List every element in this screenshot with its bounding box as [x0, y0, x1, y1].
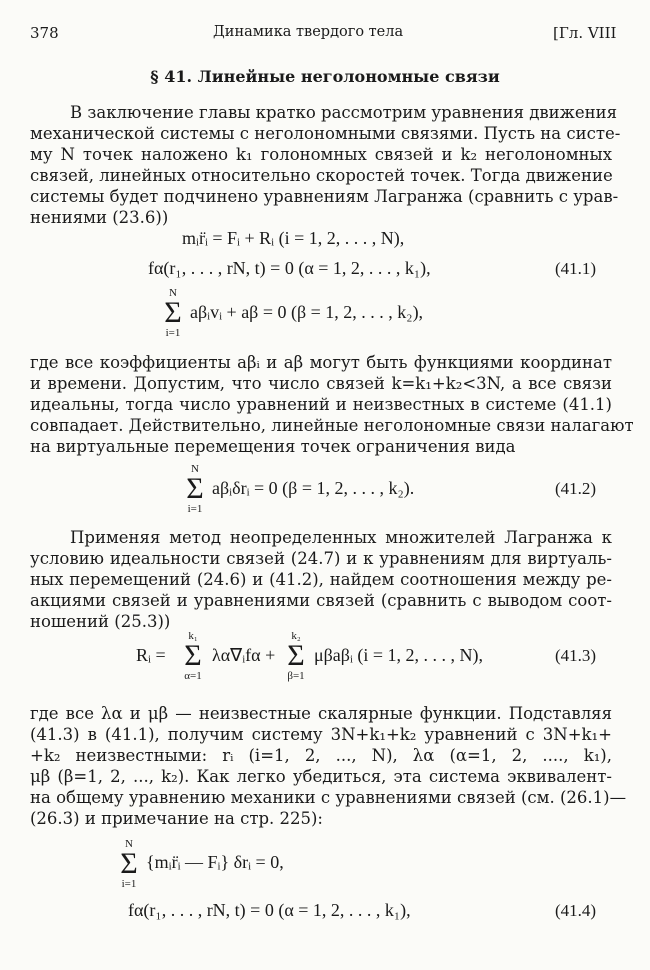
- text-line: (41.3) в (41.1), получим систему 3N+k₁+k₂ уравнений с 3N+k₁+: [30, 725, 612, 744]
- text-line: на общему уравнению механики с уравнениями связей (см. (26.1)—: [30, 788, 627, 807]
- equation-41-1-line1: mᵢr̈ᵢ = Fᵢ + Rᵢ (i = 1, 2, . . . , N),: [182, 228, 405, 248]
- text-line: ношений (25.3)): [30, 612, 171, 631]
- equation-41-4-line1: {mᵢr̈ᵢ — Fᵢ} δrᵢ = 0,: [146, 852, 284, 872]
- paragraph-1: [30, 102, 621, 228]
- summation-sign: N Σ i=1: [120, 838, 138, 890]
- text-line: где все коэффициенты aβᵢ и aβ могут быть функциями координат: [30, 353, 612, 372]
- text-line: и времени. Допустим, что число связей k=k₁+k₂<3N, а все связи: [30, 374, 612, 393]
- text-line: нениями (23.6)): [30, 208, 169, 227]
- equation-41-2: aβᵢδrᵢ = 0 (β = 1, 2, . . . , k₂).: [212, 478, 415, 498]
- paragraph-2: [30, 352, 634, 457]
- paragraph-4: [30, 703, 627, 829]
- text-line: совпадает. Действительно, линейные неголономные связи налагают: [30, 416, 634, 435]
- equation-number: (41.1): [555, 259, 597, 278]
- page-number: 378: [30, 24, 59, 42]
- equation-number: (41.4): [555, 901, 597, 920]
- text-line: акциями связей и уравнениями связей (сравнить с выводом соот-: [30, 591, 612, 610]
- text-line: условию идеальности связей (24.7) и к уравнениям для виртуаль-: [30, 549, 612, 568]
- text-line: ных перемещений (24.6) и (41.2), найдем соотношения между ре-: [30, 570, 612, 589]
- equation-number: (41.2): [555, 479, 597, 498]
- text-line: идеальны, тогда число уравнений и неизвестных в системе (41.1): [30, 395, 612, 414]
- equation-41-1-line2: fα(r₁, . . . , rN, t) = 0 (α = 1, 2, . . . , k₁),: [148, 258, 431, 278]
- section-title: § 41. Линейные неголономные связи: [150, 67, 500, 86]
- text-line: Применяя метод неопределенных множителей Лагранжа к: [70, 528, 612, 547]
- text-line: му N точек наложено k₁ голономных связей и k₂ неголономных: [30, 145, 612, 164]
- running-title: Динамика твердого тела: [213, 24, 404, 40]
- equation-41-3-term1: λα∇ᵢfα +: [212, 645, 276, 665]
- chapter-label: [Гл. VIII: [553, 24, 617, 42]
- text-line: системы будет подчинено уравнениям Лагранжа (сравнить с урав-: [30, 187, 619, 206]
- text-line: μβ (β=1, 2, ..., k₂). Как легко убедиться, эта система эквивалент-: [30, 767, 612, 786]
- text-line: (26.3) и примечание на стр. 225):: [30, 809, 323, 828]
- equation-41-4-line2: fα(r₁, . . . , rN, t) = 0 (α = 1, 2, . . . , k₁),: [128, 900, 411, 920]
- text-line: +k₂ неизвестными: rᵢ (i=1, 2, ..., N), λα (α=1, 2, ...., k₁),: [30, 746, 612, 765]
- text-line: механической системы с неголономными связями. Пусть на систе-: [30, 124, 621, 143]
- text-line: связей, линейных относительно скоростей точек. Тогда движение: [30, 166, 613, 185]
- summation-sign: N Σ i=1: [186, 463, 204, 515]
- equation-41-1-line3: aβᵢvᵢ + aβ = 0 (β = 1, 2, . . . , k₂),: [190, 302, 424, 322]
- equation-41-3-term2: μβaβᵢ (i = 1, 2, . . . , N),: [314, 645, 484, 665]
- summation-sign: N Σ i=1: [164, 287, 182, 339]
- summation-sign: k₂ Σ β=1: [287, 630, 305, 682]
- paragraph-3: [30, 527, 612, 632]
- equation-41-3-lhs: Rᵢ =: [136, 645, 166, 665]
- summation-sign: k₁ Σ α=1: [184, 630, 202, 682]
- text-line: на виртуальные перемещения точек ограничения вида: [30, 437, 516, 456]
- text-line: В заключение главы кратко рассмотрим уравнения движения: [70, 103, 618, 122]
- text-line: где все λα и μβ — неизвестные скалярные функции. Подставляя: [30, 704, 612, 723]
- equation-number: (41.3): [555, 646, 597, 665]
